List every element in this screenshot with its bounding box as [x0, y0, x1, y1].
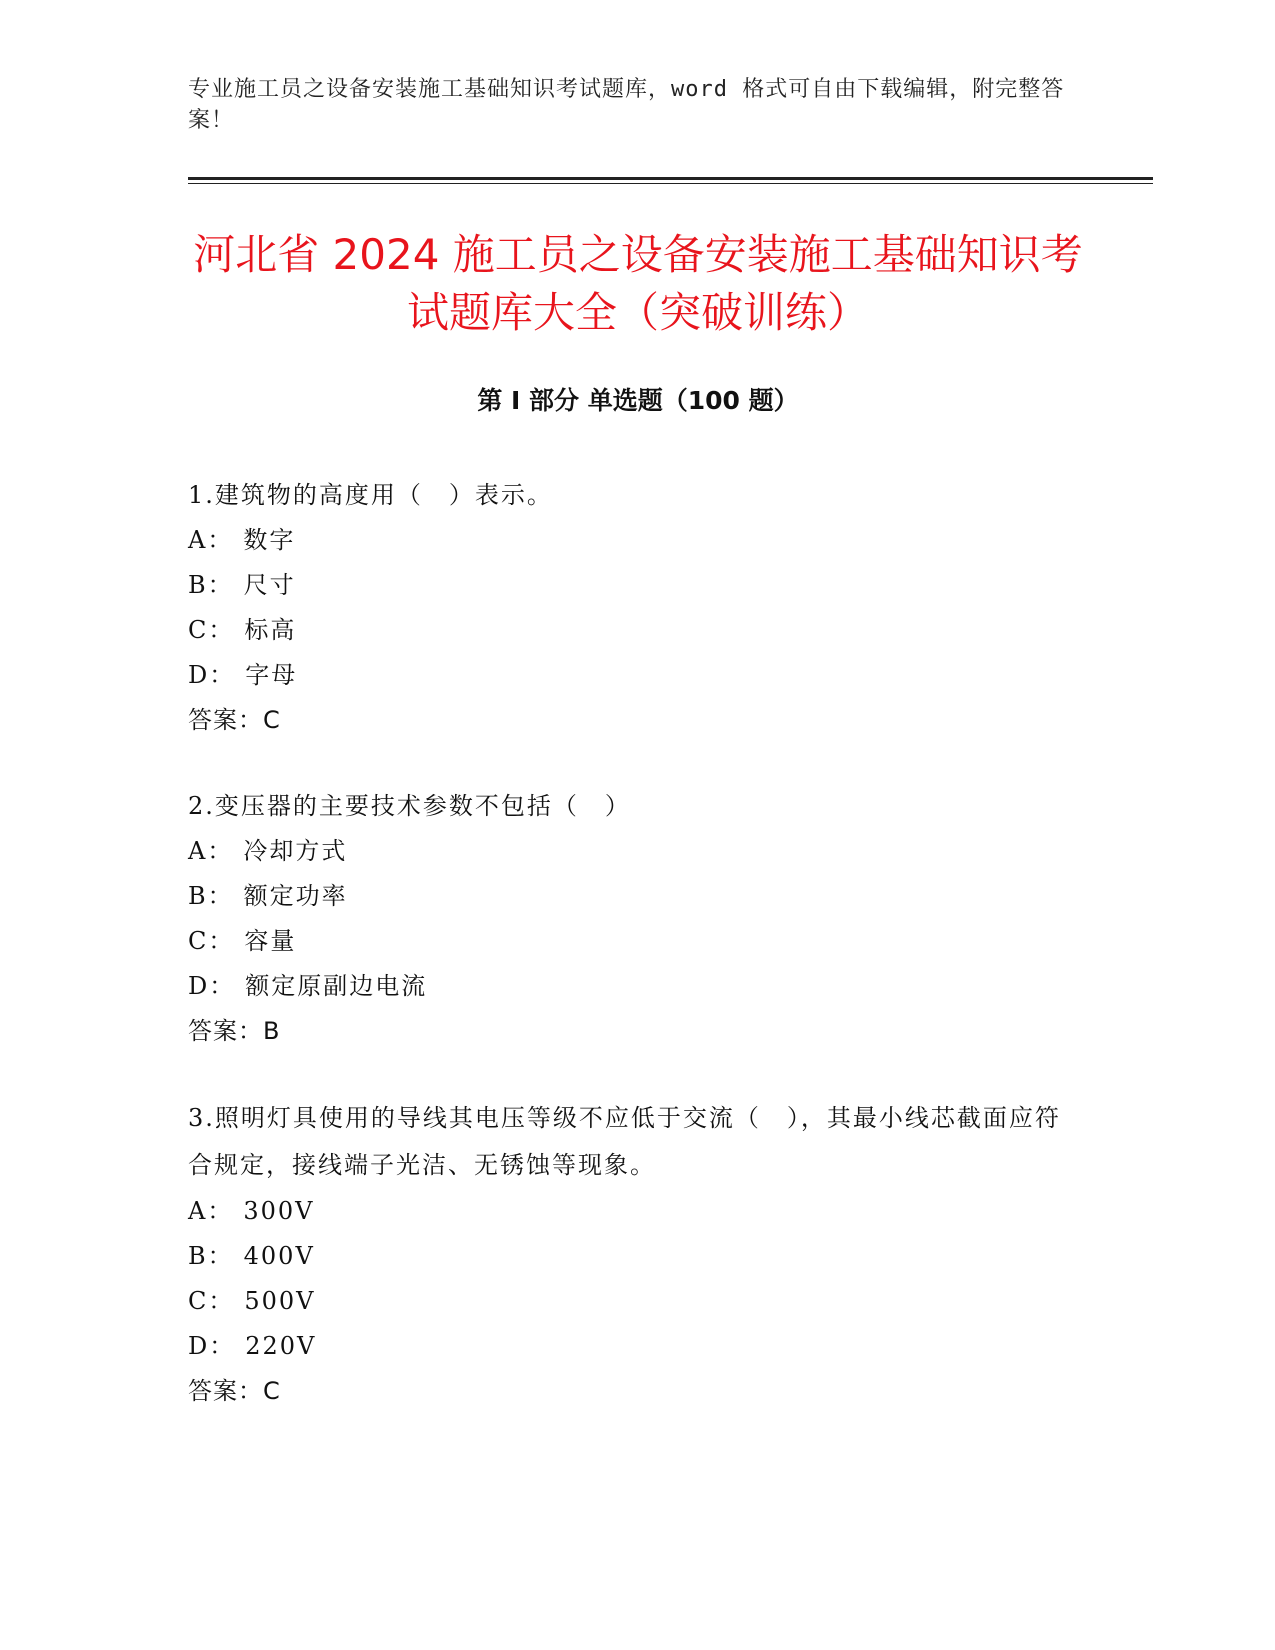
option-label: C：	[188, 1287, 235, 1315]
option-b	[188, 874, 1068, 919]
option-c	[188, 919, 1068, 964]
option-d	[188, 653, 1068, 698]
option-label: D：	[188, 661, 236, 689]
option-a	[188, 518, 1068, 563]
option-label: B：	[188, 882, 234, 910]
option-text: 冷却方式	[243, 837, 348, 865]
question-stem: 1.建筑物的高度用（ ）表示。	[188, 481, 553, 509]
answer: 答案：C	[188, 1377, 281, 1405]
option-text: 标高	[244, 616, 297, 644]
option-c	[188, 1279, 1068, 1324]
option-label: C：	[188, 927, 235, 955]
option-label: A：	[188, 1197, 234, 1225]
option-label: C：	[188, 616, 235, 644]
option-c	[188, 608, 1068, 653]
option-text: 额定原副边电流	[245, 972, 428, 1000]
option-label: B：	[188, 1242, 234, 1270]
option-label: D：	[188, 1332, 236, 1360]
option-text: 300V	[243, 1197, 315, 1225]
option-text: 额定功率	[243, 882, 348, 910]
question-stem: 2.变压器的主要技术参数不包括（ ）	[188, 792, 631, 820]
option-text: 尺寸	[243, 571, 296, 599]
header-divider-thin	[188, 183, 1153, 184]
option-b	[188, 1234, 1068, 1279]
section-title: 第 I 部分 单选题（100 题）	[477, 386, 799, 415]
option-a	[188, 829, 1068, 874]
option-b	[188, 563, 1068, 608]
question-stem: 3.照明灯具使用的导线其电压等级不应低于交流（ ），其最小线芯截面应符合规定，接线端子光洁、无锈蚀等现象。	[188, 1104, 1061, 1179]
document-title: 河北省 2024 施工员之设备安装施工基础知识考试题库大全（突破训练）	[193, 230, 1083, 337]
answer: 答案：B	[188, 1017, 281, 1045]
option-text: 500V	[244, 1287, 316, 1315]
option-a	[188, 1189, 1068, 1234]
option-text: 数字	[243, 526, 296, 554]
option-label: D：	[188, 972, 236, 1000]
header-note: 专业施工员之设备安装施工基础知识考试题库，word 格式可自由下载编辑，附完整答案！	[188, 77, 1065, 133]
option-text: 400V	[243, 1242, 315, 1270]
question-1	[188, 473, 1068, 743]
answer: 答案：C	[188, 706, 281, 734]
option-d	[188, 1324, 1068, 1369]
question-3	[188, 1095, 1068, 1414]
option-label: A：	[188, 526, 234, 554]
option-label: A：	[188, 837, 234, 865]
header-divider-thick	[188, 177, 1153, 180]
option-d	[188, 964, 1068, 1009]
option-label: B：	[188, 571, 234, 599]
question-list	[188, 473, 1068, 1455]
option-text: 220V	[245, 1332, 317, 1360]
option-text: 字母	[245, 661, 298, 689]
question-2	[188, 784, 1068, 1054]
option-text: 容量	[244, 927, 297, 955]
